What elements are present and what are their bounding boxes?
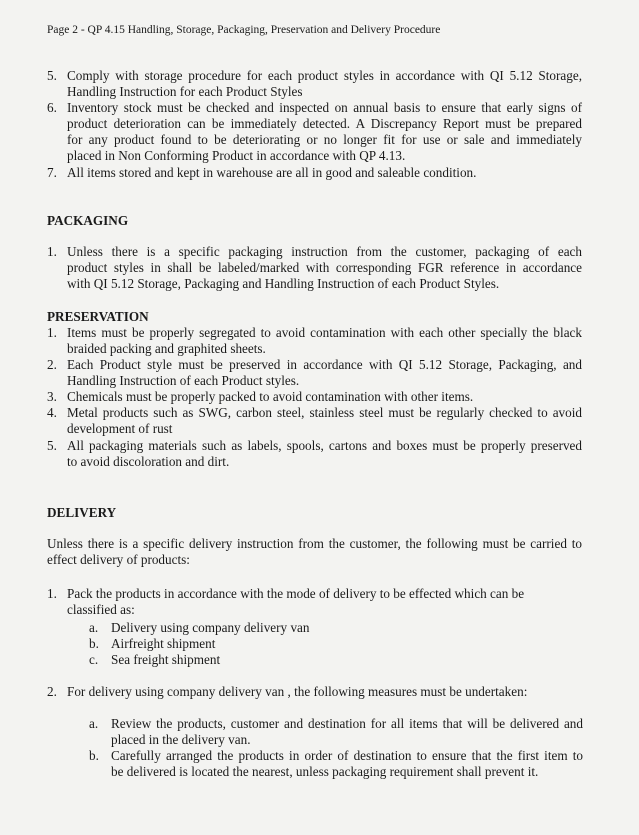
intro-line: effect delivery of products:: [47, 552, 190, 567]
measure-line: placed in the delivery van.: [111, 732, 251, 747]
item-line: product styles in shall be labeled/marked with corresponding FGR reference in accordance: [67, 260, 582, 275]
item-line: Comply with storage procedure for each product styles in accordance with QI 5.12 Storage,: [67, 68, 582, 83]
item-number: 5.: [47, 438, 57, 453]
item-number: 4.: [47, 405, 57, 420]
item-line: classified as:: [67, 602, 135, 617]
item-line: for any product found to be deteriorating or no longer fit for use or sale and immediately: [67, 132, 582, 147]
mode-text: Sea freight shipment: [111, 652, 221, 667]
measure-letter: b.: [89, 748, 99, 763]
packaging-heading: PACKAGING: [47, 213, 129, 228]
item-line: product deterioration can be immediately detected. A Discrepancy Report must be prepared: [67, 116, 582, 131]
item-number: 1.: [47, 586, 57, 601]
intro-line: Unless there is a specific delivery instruction from the customer, the following must be carried to: [47, 536, 582, 551]
item-line: Each Product style must be preserved in accordance with QI 5.12 Storage, Packaging, and: [67, 357, 582, 372]
delivery-intro: [47, 536, 582, 568]
item-line: All packaging materials such as labels, spools, cartons and boxes must be properly preserved: [67, 438, 582, 453]
measure-letter: a.: [89, 716, 99, 731]
item-line: to avoid discoloration and dirt.: [67, 454, 230, 469]
item-number: 5.: [47, 68, 57, 83]
item-line: Handling Instruction of each Product styles.: [67, 373, 300, 388]
mode-letter: b.: [89, 636, 99, 651]
item-line: For delivery using company delivery van , the following measures must be undertaken:: [67, 684, 528, 699]
delivery-heading: DELIVERY: [47, 505, 117, 520]
item-number: 2.: [47, 357, 57, 372]
mode-text: Delivery using company delivery van: [111, 620, 310, 635]
item-line: braided packing and graphited sheets.: [67, 341, 266, 356]
measure-line: Review the products, customer and destination for all items that will be delivered and: [111, 716, 583, 731]
item-line: development of rust: [67, 421, 173, 436]
page-header: Page 2 - QP 4.15 Handling, Storage, Packaging, Preservation and Delivery Procedure: [47, 24, 441, 36]
measure-line: Carefully arranged the products in order of destination to ensure that the first item to: [111, 748, 583, 763]
mode-text: Airfreight shipment: [111, 636, 216, 651]
item-line: placed in Non Conforming Product in accordance with QP 4.13.: [67, 148, 406, 163]
measure-line: be delivered is located the nearest, unless packaging requirement shall prevent it.: [111, 764, 539, 779]
item-number: 1.: [47, 325, 57, 340]
mode-letter: c.: [89, 652, 99, 667]
item-line: Items must be properly segregated to avoid contamination with each other specially the black: [67, 325, 582, 340]
item-line: Handling Instruction for each Product Styles: [67, 84, 303, 99]
item-number: 3.: [47, 389, 57, 404]
item-number: 7.: [47, 165, 57, 180]
item-line: Inventory stock must be checked and inspected on annual basis to ensure that early signs of: [67, 100, 582, 115]
item-line: All items stored and kept in warehouse are all in good and saleable condition.: [67, 165, 477, 180]
item-line: Pack the products in accordance with the mode of delivery to be effected which can be: [67, 586, 525, 601]
preservation-heading: PRESERVATION: [47, 309, 149, 324]
item-line: Metal products such as SWG, carbon steel, stainless steel must be regularly checked to avoid: [67, 405, 582, 420]
item-line: Unless there is a specific packaging instruction from the customer, packaging of each: [67, 244, 582, 259]
mode-letter: a.: [89, 620, 99, 635]
item-line: with QI 5.12 Storage, Packaging and Handling Instruction of each Product Styles.: [67, 276, 500, 291]
item-number: 2.: [47, 684, 57, 699]
item-number: 1.: [47, 244, 57, 259]
item-line: Chemicals must be properly packed to avoid contamination with other items.: [67, 389, 474, 404]
item-number: 6.: [47, 100, 57, 115]
